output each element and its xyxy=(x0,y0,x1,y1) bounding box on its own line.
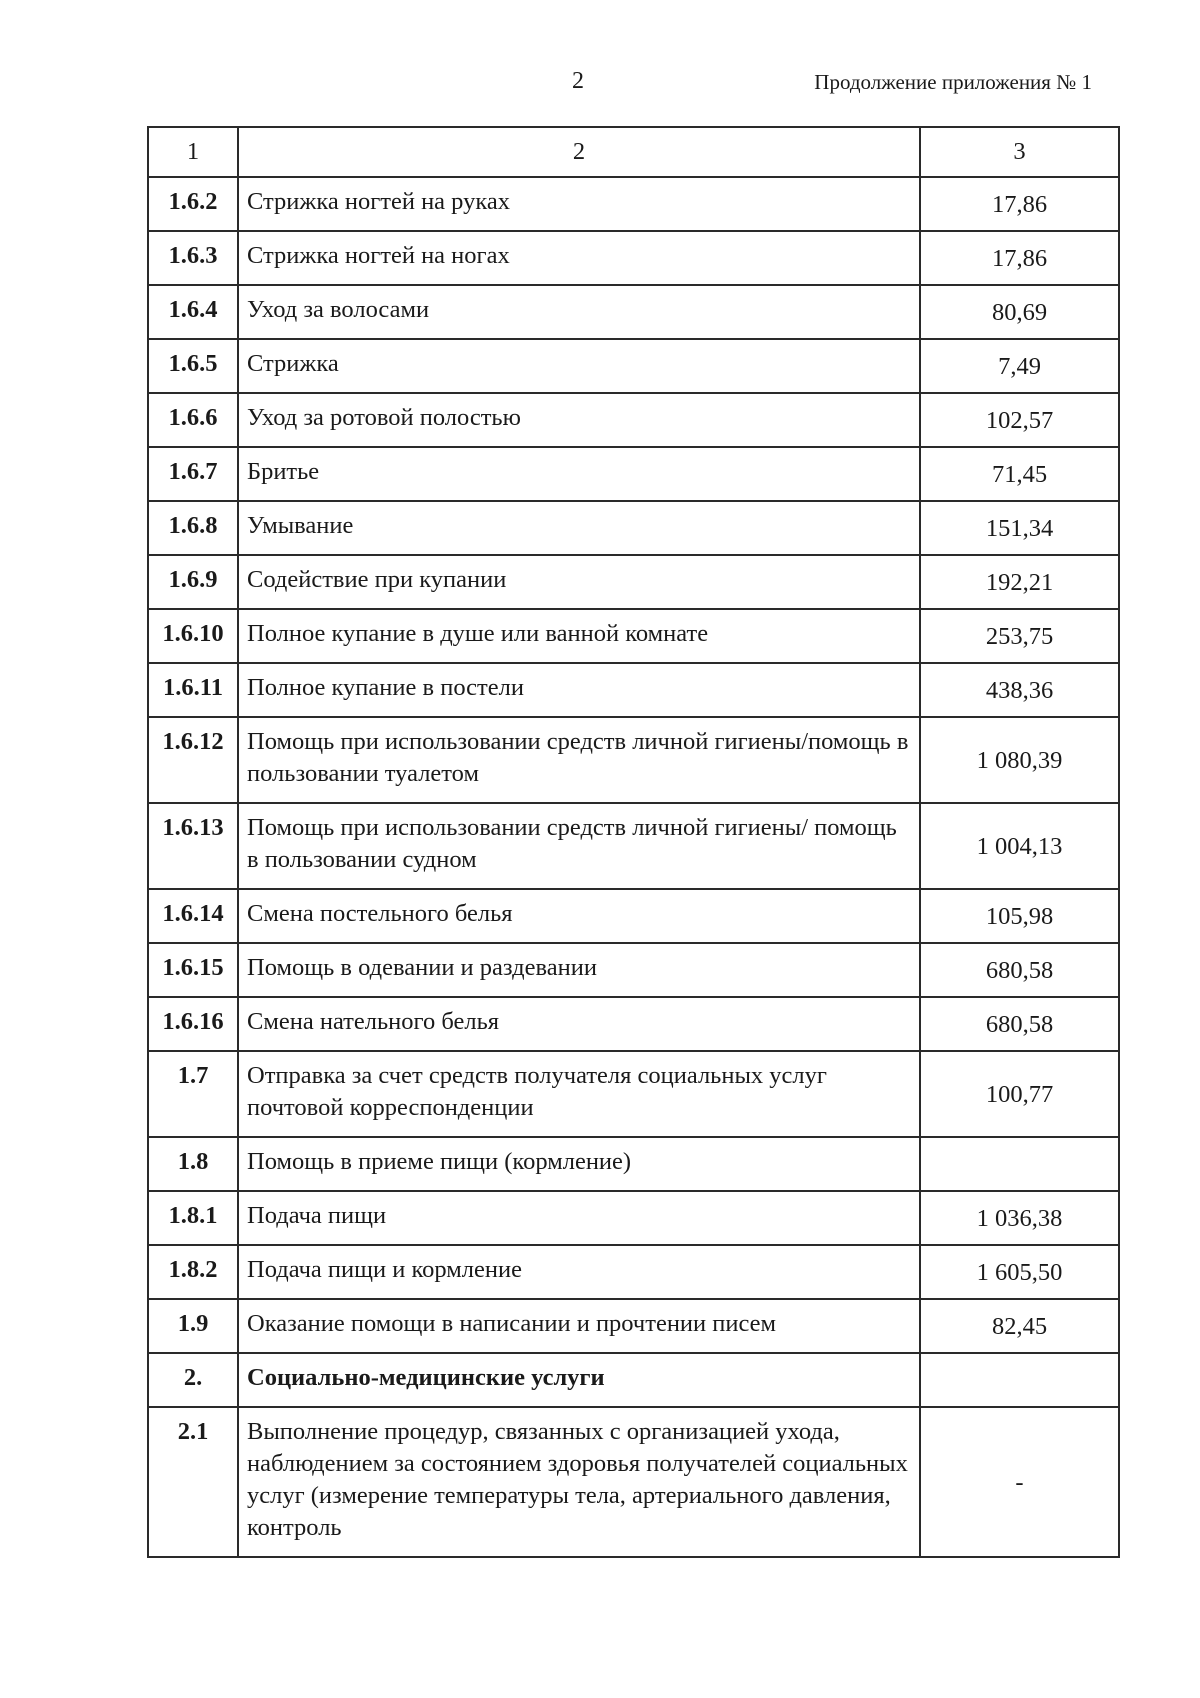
service-price: 80,69 xyxy=(920,285,1119,339)
service-name: Оказание помощи в написании и прочтении писем xyxy=(238,1299,920,1353)
item-number: 1.8.2 xyxy=(148,1245,238,1299)
table-section-row xyxy=(148,1353,1119,1407)
service-name: Уход за ротовой полостью xyxy=(238,393,920,447)
service-price: 151,34 xyxy=(920,501,1119,555)
service-name: Помощь при использовании средств личной гигиены/ помощь в пользовании судном xyxy=(238,803,920,889)
item-number: 1.6.13 xyxy=(148,803,238,889)
service-name: Подача пищи xyxy=(238,1191,920,1245)
table-row xyxy=(148,803,1119,889)
service-price: 680,58 xyxy=(920,997,1119,1051)
service-name: Помощь в приеме пищи (кормление) xyxy=(238,1137,920,1191)
service-price: 1 605,50 xyxy=(920,1245,1119,1299)
table-row xyxy=(148,889,1119,943)
table-row xyxy=(148,393,1119,447)
table-header-row xyxy=(148,127,1119,177)
service-name: Полное купание в душе или ванной комнате xyxy=(238,609,920,663)
service-price: 17,86 xyxy=(920,231,1119,285)
section-number: 2. xyxy=(148,1353,238,1407)
table-row xyxy=(148,1299,1119,1353)
table-row xyxy=(148,943,1119,997)
item-number: 1.6.12 xyxy=(148,717,238,803)
service-name: Подача пищи и кормление xyxy=(238,1245,920,1299)
service-price: 105,98 xyxy=(920,889,1119,943)
service-name: Смена нательного белья xyxy=(238,997,920,1051)
table-row xyxy=(148,177,1119,231)
table-row xyxy=(148,339,1119,393)
column-header-2: 2 xyxy=(238,127,920,177)
table-row xyxy=(148,501,1119,555)
item-number: 1.6.4 xyxy=(148,285,238,339)
service-name: Выполнение процедур, связанных с организацией ухода, наблюдением за состоянием здоровья получателей социальных услуг (измерение температуры тела, артериального давления, контроль xyxy=(238,1407,920,1557)
service-name: Помощь в одевании и раздевании xyxy=(238,943,920,997)
table-row xyxy=(148,231,1119,285)
service-price: 680,58 xyxy=(920,943,1119,997)
service-price: 438,36 xyxy=(920,663,1119,717)
item-number: 1.6.3 xyxy=(148,231,238,285)
service-name: Бритье xyxy=(238,447,920,501)
table-row xyxy=(148,663,1119,717)
service-price: - xyxy=(920,1407,1119,1557)
item-number: 2.1 xyxy=(148,1407,238,1557)
service-name: Умывание xyxy=(238,501,920,555)
service-name: Уход за волосами xyxy=(238,285,920,339)
section-title: Социально-медицинские услуги xyxy=(238,1353,920,1407)
column-header-1: 1 xyxy=(148,127,238,177)
item-number: 1.9 xyxy=(148,1299,238,1353)
table-row xyxy=(148,1245,1119,1299)
item-number: 1.6.2 xyxy=(148,177,238,231)
item-number: 1.6.15 xyxy=(148,943,238,997)
item-number: 1.6.5 xyxy=(148,339,238,393)
service-price: 253,75 xyxy=(920,609,1119,663)
services-price-table xyxy=(147,126,1120,1558)
service-price: 71,45 xyxy=(920,447,1119,501)
service-price: 1 080,39 xyxy=(920,717,1119,803)
service-name: Отправка за счет средств получателя социальных услуг почтовой корреспонденции xyxy=(238,1051,920,1137)
service-price: 7,49 xyxy=(920,339,1119,393)
column-header-3: 3 xyxy=(920,127,1119,177)
service-price: 192,21 xyxy=(920,555,1119,609)
service-price xyxy=(920,1137,1119,1191)
page-header xyxy=(0,68,1200,102)
service-price: 82,45 xyxy=(920,1299,1119,1353)
table-row xyxy=(148,1191,1119,1245)
table-row xyxy=(148,447,1119,501)
table-row xyxy=(148,1051,1119,1137)
item-number: 1.6.11 xyxy=(148,663,238,717)
table-row xyxy=(148,555,1119,609)
table-row xyxy=(148,717,1119,803)
table-row xyxy=(148,997,1119,1051)
service-price: 100,77 xyxy=(920,1051,1119,1137)
service-name: Содействие при купании xyxy=(238,555,920,609)
page-number: 2 xyxy=(572,68,584,94)
service-name: Стрижка xyxy=(238,339,920,393)
service-price: 102,57 xyxy=(920,393,1119,447)
table-row xyxy=(148,1407,1119,1557)
item-number: 1.6.8 xyxy=(148,501,238,555)
service-price: 1 004,13 xyxy=(920,803,1119,889)
service-price xyxy=(920,1353,1119,1407)
item-number: 1.6.9 xyxy=(148,555,238,609)
service-name: Стрижка ногтей на ногах xyxy=(238,231,920,285)
table-row xyxy=(148,1137,1119,1191)
service-price: 17,86 xyxy=(920,177,1119,231)
item-number: 1.7 xyxy=(148,1051,238,1137)
item-number: 1.6.6 xyxy=(148,393,238,447)
item-number: 1.6.10 xyxy=(148,609,238,663)
item-number: 1.6.16 xyxy=(148,997,238,1051)
service-price: 1 036,38 xyxy=(920,1191,1119,1245)
service-name: Смена постельного белья xyxy=(238,889,920,943)
item-number: 1.6.7 xyxy=(148,447,238,501)
item-number: 1.8 xyxy=(148,1137,238,1191)
item-number: 1.6.14 xyxy=(148,889,238,943)
table-row xyxy=(148,609,1119,663)
service-name: Помощь при использовании средств личной гигиены/помощь в пользовании туалетом xyxy=(238,717,920,803)
service-name: Полное купание в постели xyxy=(238,663,920,717)
service-name: Стрижка ногтей на руках xyxy=(238,177,920,231)
table-row xyxy=(148,285,1119,339)
appendix-continuation-label: Продолжение приложения № 1 xyxy=(814,70,1092,94)
item-number: 1.8.1 xyxy=(148,1191,238,1245)
